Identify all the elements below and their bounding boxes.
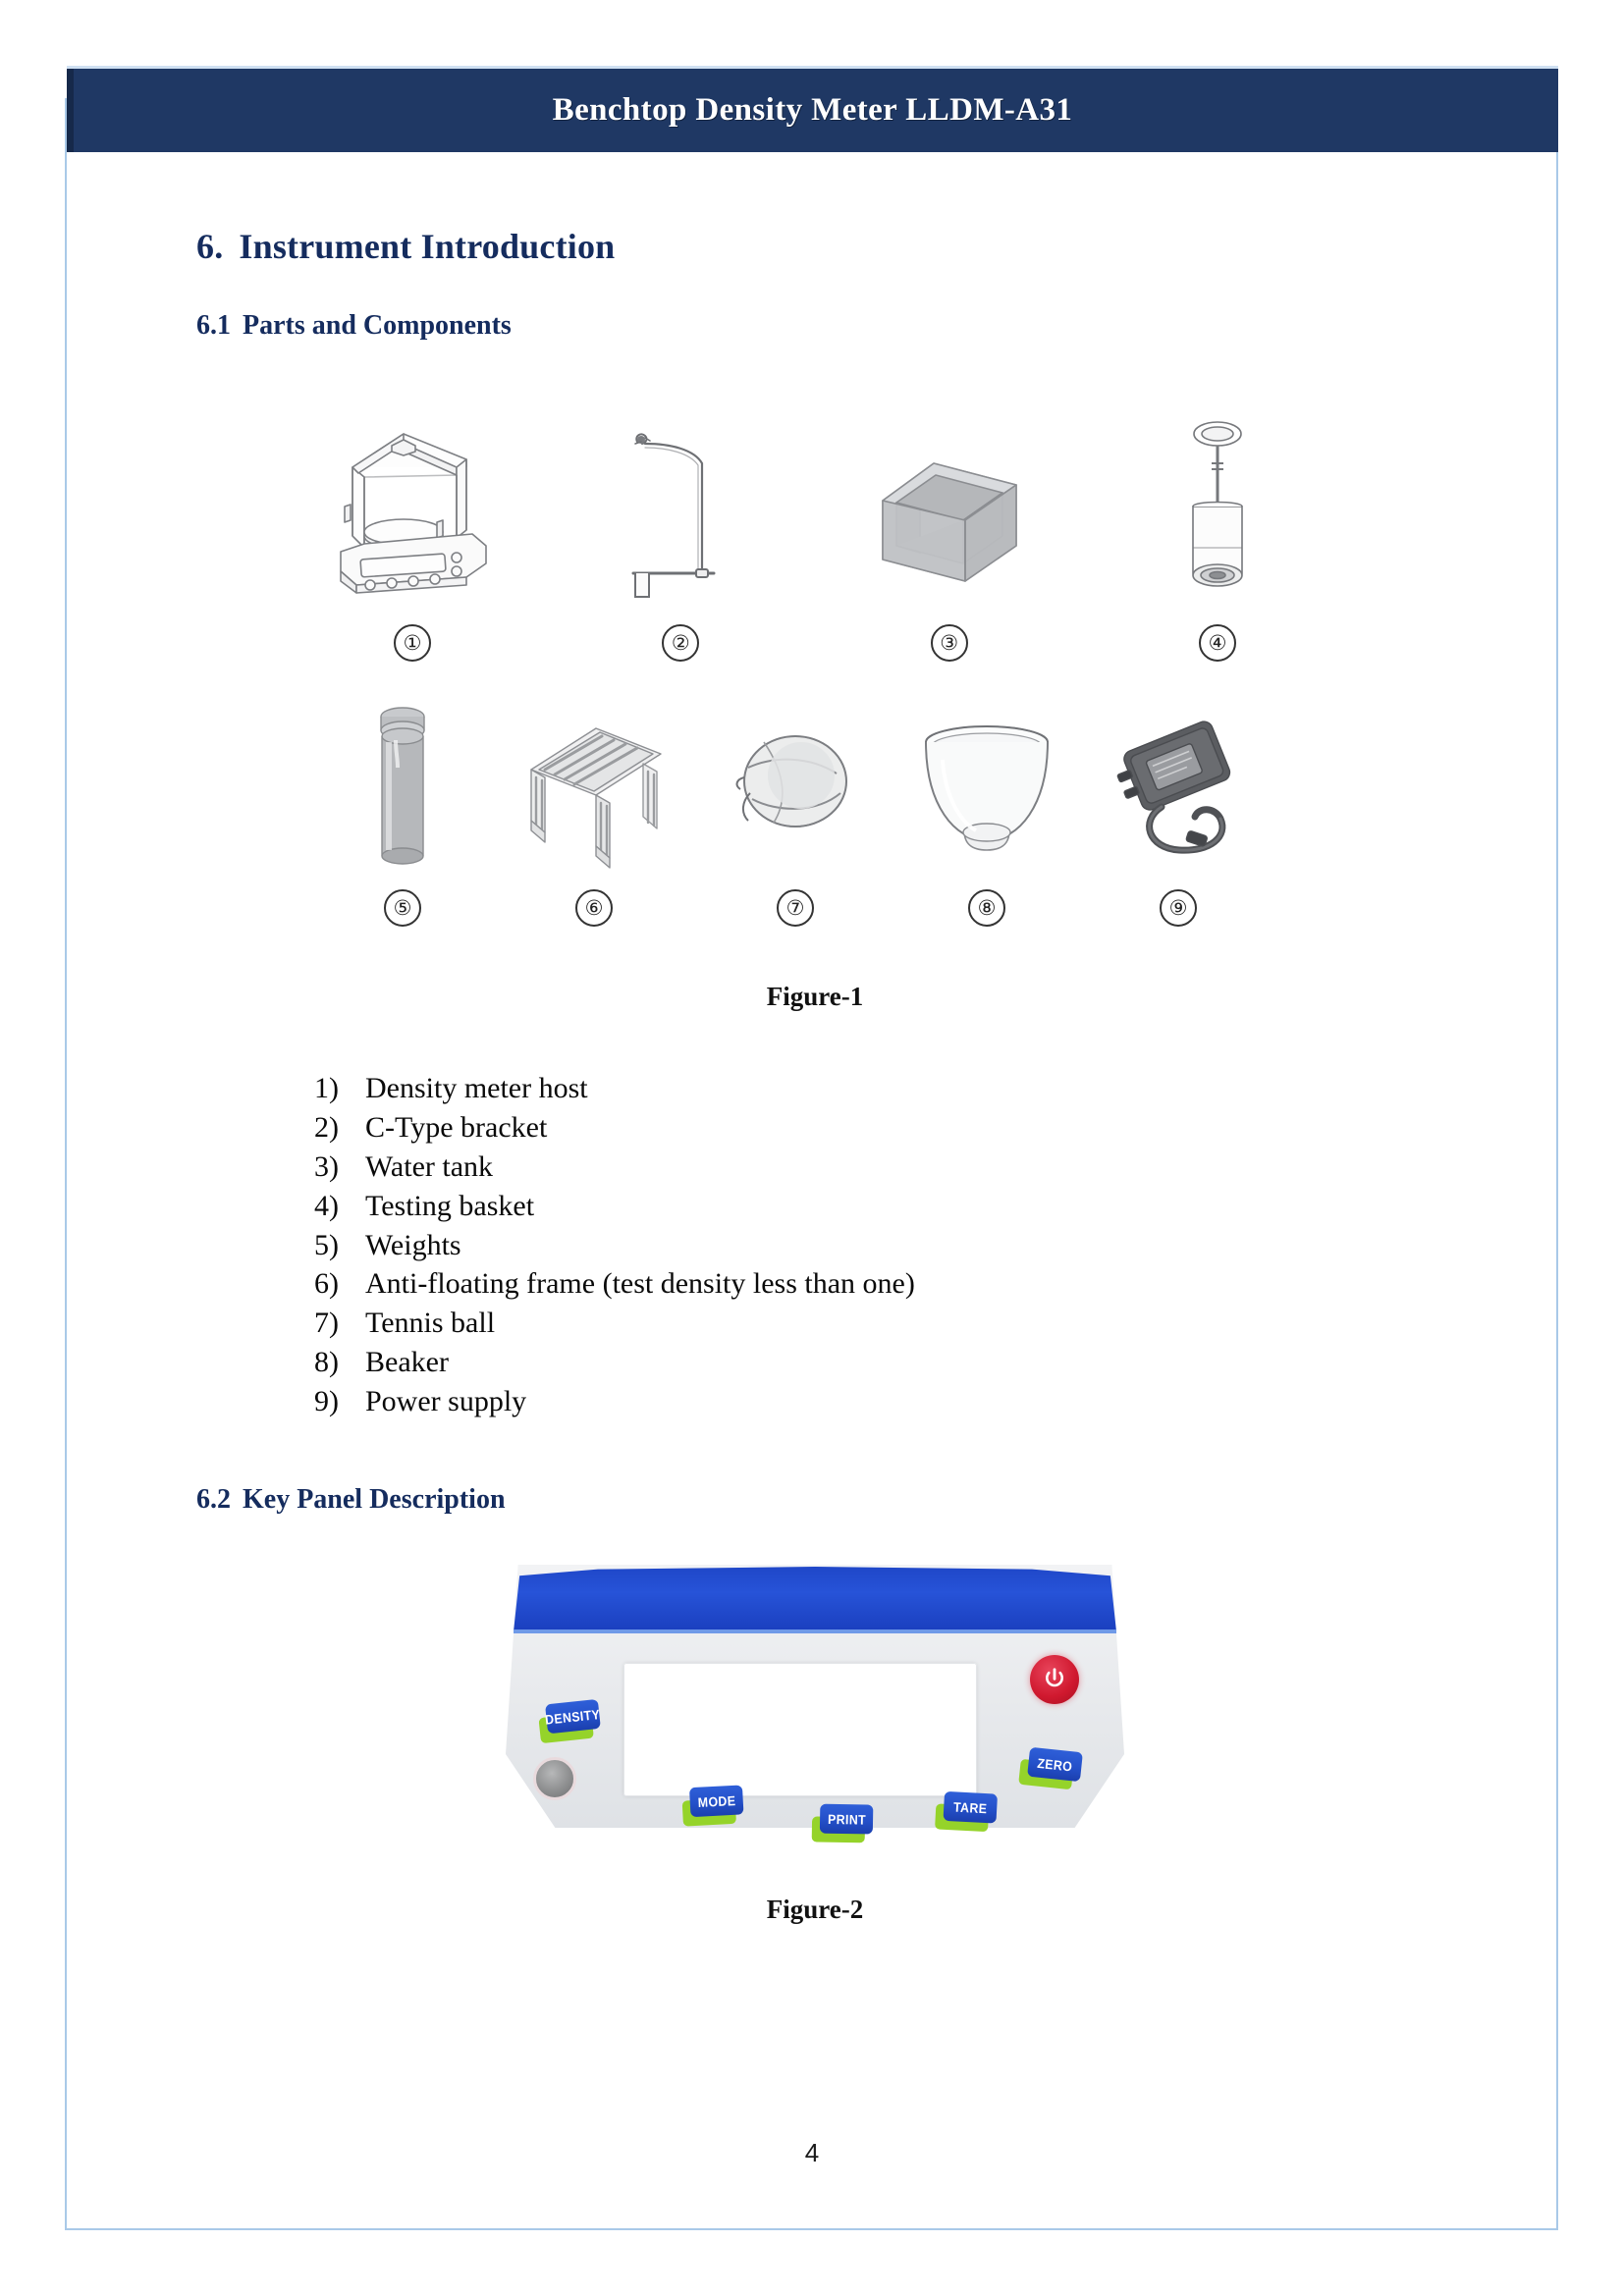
part-power-supply — [1095, 683, 1262, 927]
list-item-number: 8) — [314, 1346, 339, 1379]
key-cap — [689, 1785, 743, 1817]
parts-list — [314, 1069, 1434, 1421]
part-number-badge: ⑧ — [968, 889, 1005, 927]
subsection-heading-keypanel — [196, 1484, 1434, 1516]
list-item-number: 6) — [314, 1267, 339, 1301]
list-item — [314, 1343, 1434, 1382]
part-number-badge: ⑥ — [575, 889, 613, 927]
part-weights — [329, 683, 476, 927]
part-tennis-ball — [712, 683, 879, 927]
list-item-text: Density meter host — [365, 1072, 588, 1104]
figure-2-block — [196, 1565, 1434, 1925]
section-number: 6. — [196, 227, 224, 266]
list-item-text: Tennis ball — [365, 1307, 496, 1340]
subsection-number-61: 6.1 — [196, 310, 231, 341]
part-water-tank — [856, 389, 1043, 662]
list-item — [314, 1187, 1434, 1226]
list-item-number: 1) — [314, 1072, 339, 1104]
figure-1-caption: Figure-1 — [766, 982, 864, 1011]
subsection-heading-parts — [196, 310, 1434, 342]
list-item-number: 4) — [314, 1189, 339, 1222]
subsection-title-62: Key Panel Description — [243, 1484, 506, 1516]
part-testing-basket — [1124, 389, 1311, 662]
list-item-number: 9) — [314, 1385, 339, 1418]
list-item-text: Beaker — [365, 1346, 449, 1379]
key-panel-blue-band — [514, 1567, 1116, 1631]
print-key-label: PRINT — [827, 1810, 866, 1828]
parts-row-top — [319, 377, 1311, 662]
key-cap — [820, 1804, 874, 1835]
tennis-ball-illustration — [727, 683, 864, 880]
key-panel-illustration — [506, 1565, 1124, 1859]
list-item-number: 3) — [314, 1149, 339, 1183]
document-title: Benchtop Density Meter LLDM-A31 — [552, 92, 1073, 128]
list-item — [314, 1226, 1434, 1265]
list-item — [314, 1108, 1434, 1148]
list-item — [314, 1382, 1434, 1421]
list-item-text: Water tank — [365, 1149, 494, 1183]
part-number-badge: ⑦ — [777, 889, 814, 927]
part-number-badge: ⑤ — [384, 889, 421, 927]
list-item-number: 5) — [314, 1228, 339, 1261]
section-title-text: Instrument Introduction — [239, 227, 616, 266]
zero-key-label: ZERO — [1036, 1754, 1074, 1775]
part-number-badge: ④ — [1199, 624, 1236, 662]
print-key[interactable] — [812, 1803, 874, 1843]
page-number: 4 — [804, 2138, 820, 2167]
figure-2-caption: Figure-2 — [766, 1895, 864, 1925]
page-content — [196, 226, 1434, 1925]
list-item — [314, 1069, 1434, 1108]
testing-basket-illustration — [1164, 389, 1272, 614]
density-key[interactable] — [537, 1699, 602, 1744]
list-item-text: Weights — [365, 1228, 461, 1261]
part-number-badge: ⑨ — [1160, 889, 1197, 927]
subsection-title-61: Parts and Components — [243, 310, 512, 341]
part-number-badge: ① — [394, 624, 431, 662]
balance-illustration — [319, 389, 506, 614]
list-item-number: 2) — [314, 1110, 339, 1144]
list-item-text: Power supply — [365, 1385, 527, 1418]
density-key-label: DENSITY — [544, 1705, 602, 1728]
subsection-number-62: 6.2 — [196, 1484, 231, 1516]
key-cap — [1027, 1747, 1083, 1782]
part-beaker — [903, 683, 1070, 927]
beaker-illustration — [913, 683, 1060, 880]
power-icon — [1041, 1666, 1068, 1693]
parts-illustration — [319, 377, 1311, 956]
list-item — [314, 1148, 1434, 1187]
power-supply-illustration — [1105, 683, 1252, 880]
anti-floating-frame-illustration — [506, 683, 682, 880]
part-density-meter-host — [319, 389, 506, 662]
zero-key[interactable] — [1018, 1746, 1083, 1791]
list-item-text: C-Type bracket — [365, 1110, 548, 1144]
section-heading — [196, 226, 1434, 267]
water-tank-illustration — [861, 389, 1038, 614]
lcd-display — [623, 1663, 977, 1796]
part-number-badge: ③ — [931, 624, 968, 662]
part-number-badge: ② — [662, 624, 699, 662]
key-cap — [545, 1699, 601, 1734]
document-header-bar — [67, 69, 1558, 152]
mode-key-label: MODE — [697, 1791, 736, 1810]
list-item — [314, 1304, 1434, 1343]
part-c-type-bracket — [587, 389, 774, 662]
parts-row-bottom — [319, 662, 1311, 927]
key-panel-band-edge — [514, 1629, 1116, 1633]
tare-key[interactable] — [935, 1790, 998, 1833]
level-bubble-indicator — [533, 1757, 576, 1800]
weights-illustration — [358, 683, 447, 880]
tare-key-label: TARE — [952, 1798, 988, 1816]
list-item-text: Testing basket — [365, 1189, 535, 1222]
bracket-illustration — [612, 389, 749, 614]
figure-1-block — [196, 377, 1434, 1012]
list-item-text: Anti-floating frame (test density less than one) — [365, 1267, 915, 1301]
list-item-number: 7) — [314, 1307, 339, 1340]
power-button[interactable] — [1030, 1655, 1079, 1704]
list-item — [314, 1264, 1434, 1304]
key-cap — [944, 1791, 998, 1824]
part-anti-floating-frame — [501, 683, 687, 927]
mode-key[interactable] — [681, 1785, 744, 1827]
